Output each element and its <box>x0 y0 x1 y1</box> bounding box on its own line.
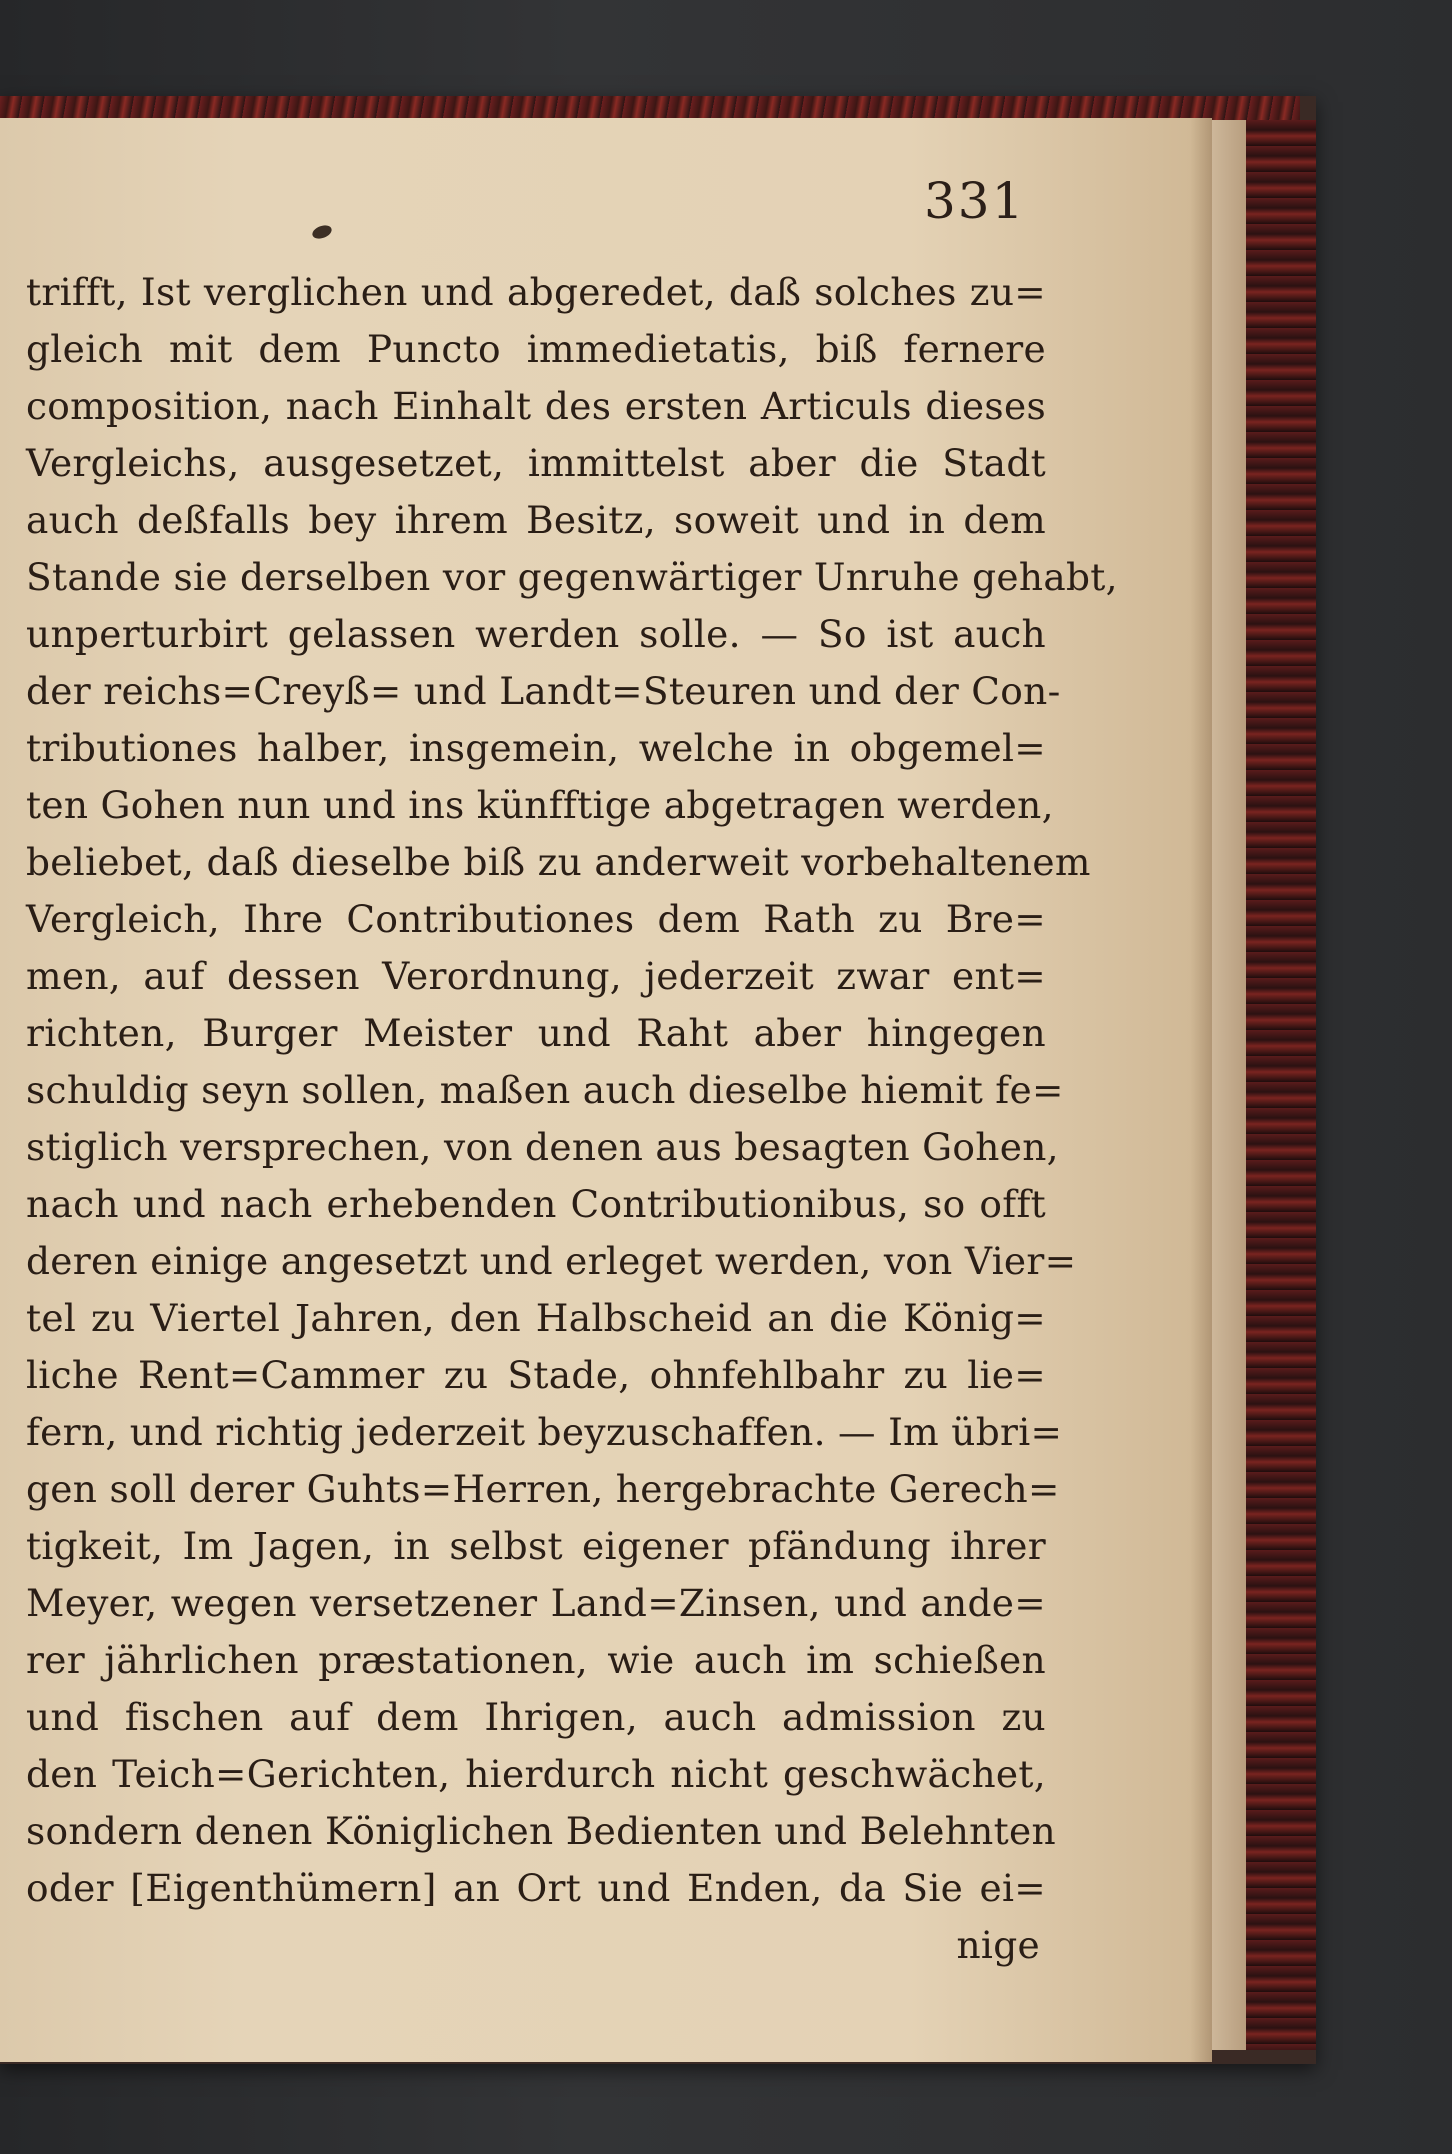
text-line: der reichs=Creyß= und Landt=Steuren und der Con- <box>26 669 1061 713</box>
text-line: trifft, Ist verglichen und abgeredet, daß solches zu= <box>26 270 1046 314</box>
text-line: richten, Burger Meister und Raht aber hingegen <box>26 1011 1046 1055</box>
text-line: deren einige angesetzt und erleget werden, von Vier= <box>26 1239 1077 1283</box>
text-line: tributiones halber, insgemein, welche in obgemel= <box>26 726 1046 770</box>
text-line: men, auf dessen Verordnung, jederzeit zwar ent= <box>26 954 1046 998</box>
text-line: stiglich versprechen, von denen aus besagten Gohen, <box>26 1125 1059 1169</box>
page-shadow <box>1190 118 1212 2062</box>
text-line: nach und nach erhebenden Contributionibus, so offt <box>26 1182 1046 1226</box>
text-line: Vergleich, Ihre Contributiones dem Rath zu Bre= <box>26 897 1046 941</box>
text-line: liche Rent=Cammer zu Stade, ohnfehlbahr zu lie= <box>26 1353 1046 1397</box>
text-line: Meyer, wegen versetzener Land=Zinsen, und ande= <box>26 1581 1046 1625</box>
text-line: den Teich=Gerichten, hierdurch nicht geschwächet, <box>26 1752 1046 1796</box>
text-line: Vergleichs, ausgesetzet, immittelst aber die Stadt <box>26 441 1046 485</box>
text-line: tigkeit, Im Jagen, in selbst eigener pfändung ihrer <box>26 1524 1046 1568</box>
text-line: ten Gohen nun und ins künfftige abgetragen werden, <box>26 783 1054 827</box>
text-line: unperturbirt gelassen werden solle. — So ist auch <box>26 612 1046 656</box>
text-line: und fischen auf dem Ihrigen, auch admission zu <box>26 1695 1046 1739</box>
text-line: schuldig seyn sollen, maßen auch dieselbe hiemit fe= <box>26 1068 1064 1112</box>
page-stack-edge <box>1212 120 1246 2050</box>
text-line: sondern denen Königlichen Bedienten und Belehnten <box>26 1809 1056 1853</box>
body-text <box>26 264 1118 1974</box>
text-line: gen soll derer Guhts=Herren, hergebrachte Gerech= <box>26 1467 1060 1511</box>
text-line: oder [Eigenthümern] an Ort und Enden, da Sie ei= <box>26 1866 1046 1910</box>
catchword: nige <box>956 1923 1040 1967</box>
page-number: 331 <box>924 172 1026 230</box>
text-line: auch deßfalls bey ihrem Besitz, soweit und in dem <box>26 498 1046 542</box>
text-line: tel zu Viertel Jahren, den Halbscheid an die König= <box>26 1296 1046 1340</box>
marbled-fore-edge <box>1240 120 1316 2050</box>
text-line: Stande sie derselben vor gegenwärtiger Unruhe gehabt, <box>26 555 1118 599</box>
text-line: fern, und richtig jederzeit beyzuschaffen. — Im übri= <box>26 1410 1063 1454</box>
text-line: rer jährlichen præstationen, wie auch im schießen <box>26 1638 1046 1682</box>
text-line: gleich mit dem Puncto immedietatis, biß fernere <box>26 327 1046 371</box>
text-line: beliebet, daß dieselbe biß zu anderweit vorbehaltenem <box>26 840 1091 884</box>
text-line: composition, nach Einhalt des ersten Articuls dieses <box>26 384 1046 428</box>
